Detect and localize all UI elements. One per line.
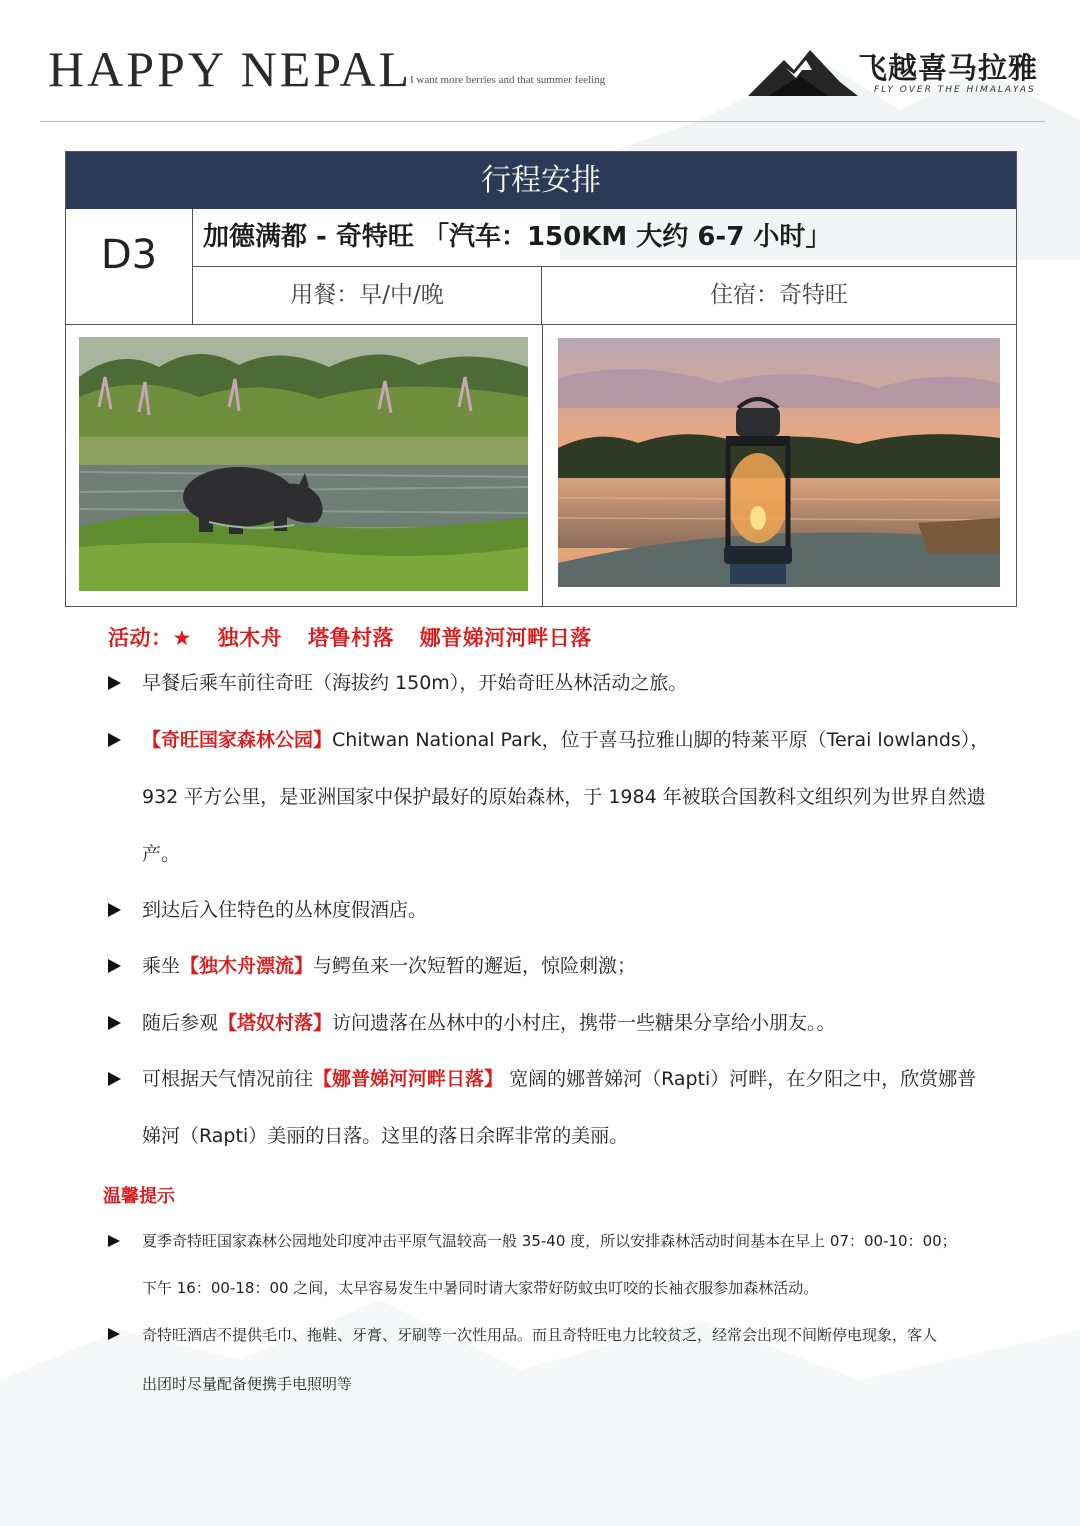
bullet-arrow-icon: [108, 959, 121, 973]
detail-item: 乘坐【独木舟漂流】与鳄鱼来一次短暂的邂逅，惊险刺激；: [142, 955, 637, 977]
meals-info: 用餐：早/中/晚: [193, 267, 542, 324]
highlight-canoe: 【独木舟漂流】: [180, 955, 314, 977]
tips-title: 温馨提示: [103, 1186, 175, 1207]
day-label: D3: [66, 209, 193, 324]
tip-item-continued: 下午 16：00-18：00 之间，太早容易发生中暑同时请大家带好防蚊虫叮咬的长袖衣服参加森林活动。: [142, 1279, 819, 1297]
itinerary-heading: 行程安排: [66, 152, 1016, 209]
detail-item: 到达后入住特色的丛林度假酒店。: [142, 899, 428, 921]
lantern-sunset-photo: [558, 338, 1000, 587]
bullet-arrow-icon: [108, 903, 121, 917]
detail-item-continued: 产。: [142, 843, 181, 865]
photo-divider: [542, 324, 543, 607]
tip-arrow-icon: [108, 1328, 120, 1340]
tip-item-continued: 出团时尽量配备便携手电照明等: [142, 1375, 353, 1393]
highlight-sunset: 【娜普娣河河畔日落】: [313, 1068, 504, 1090]
brand-subtitle: I want more berries and that summer feeling: [410, 74, 606, 86]
header-divider: [40, 121, 1046, 122]
tip-item: 奇特旺酒店不提供毛巾、拖鞋、牙膏、牙刷等一次性用品。而且奇特旺电力比较贫乏，经常会出现不间断停电现象，客人: [142, 1326, 938, 1344]
bullet-arrow-icon: [108, 1016, 121, 1030]
detail-item: 早餐后乘车前往奇旺（海拔约 150m），开始奇旺丛林活动之旅。: [142, 672, 688, 694]
tip-item: 夏季奇特旺国家森林公园地处印度冲击平原气温较高一般 35-40 度，所以安排森林活动时间基本在早上 07：00-10：00；: [142, 1232, 957, 1250]
logo-chinese-name: 飞越喜马拉雅: [858, 51, 1039, 85]
highlight-national-park: 【奇旺国家森林公园】: [142, 729, 333, 751]
bullet-arrow-icon: [108, 676, 121, 690]
mountain-logo-icon: [748, 46, 858, 98]
activity-item: 独木舟: [217, 626, 283, 650]
detail-item: 随后参观【塔奴村落】访问遗落在丛林中的小村庄，携带一些糖果分享给小朋友。。: [142, 1012, 836, 1034]
highlight-village: 【塔奴村落】: [218, 1012, 333, 1034]
logo-english-name: FLY OVER THE HIMALAYAS: [874, 85, 1036, 95]
tip-arrow-icon: [108, 1235, 120, 1247]
activity-item: 娜普娣河河畔日落: [419, 626, 592, 650]
brand-title: HAPPY NEPAL: [48, 41, 413, 97]
table-divider: [66, 324, 1016, 325]
accommodation-info: 住宿：奇特旺: [710, 282, 848, 308]
bullet-arrow-icon: [108, 733, 121, 747]
activities-line: [108, 622, 610, 652]
itinerary-table: [65, 151, 1017, 607]
company-logo: [748, 44, 1048, 104]
activities-label: 活动：★: [108, 626, 192, 650]
detail-item-continued: 932 平方公里，是亚洲国家中保护最好的原始森林，于 1984 年被联合国教科文组织列为世界自然遗: [142, 786, 986, 808]
detail-item: 可根据天气情况前往【娜普娣河河畔日落】 宽阔的娜普娣河（Rapti）河畔，在夕阳之中，欣赏娜普: [142, 1068, 977, 1090]
activity-item: 塔鲁村落: [307, 626, 394, 650]
rhino-photo: [79, 337, 528, 591]
detail-item-continued: 娣河（Rapti）美丽的日落。这里的落日余晖非常的美丽。: [142, 1125, 629, 1147]
bullet-arrow-icon: [108, 1072, 121, 1086]
detail-item: 【奇旺国家森林公园】Chitwan National Park，位于喜马拉雅山脚的特莱平原（Terai lowlands），: [142, 729, 990, 751]
route-title: 加德满都 - 奇特旺 「汽车：150KM 大约 6-7 小时」: [193, 209, 1016, 267]
